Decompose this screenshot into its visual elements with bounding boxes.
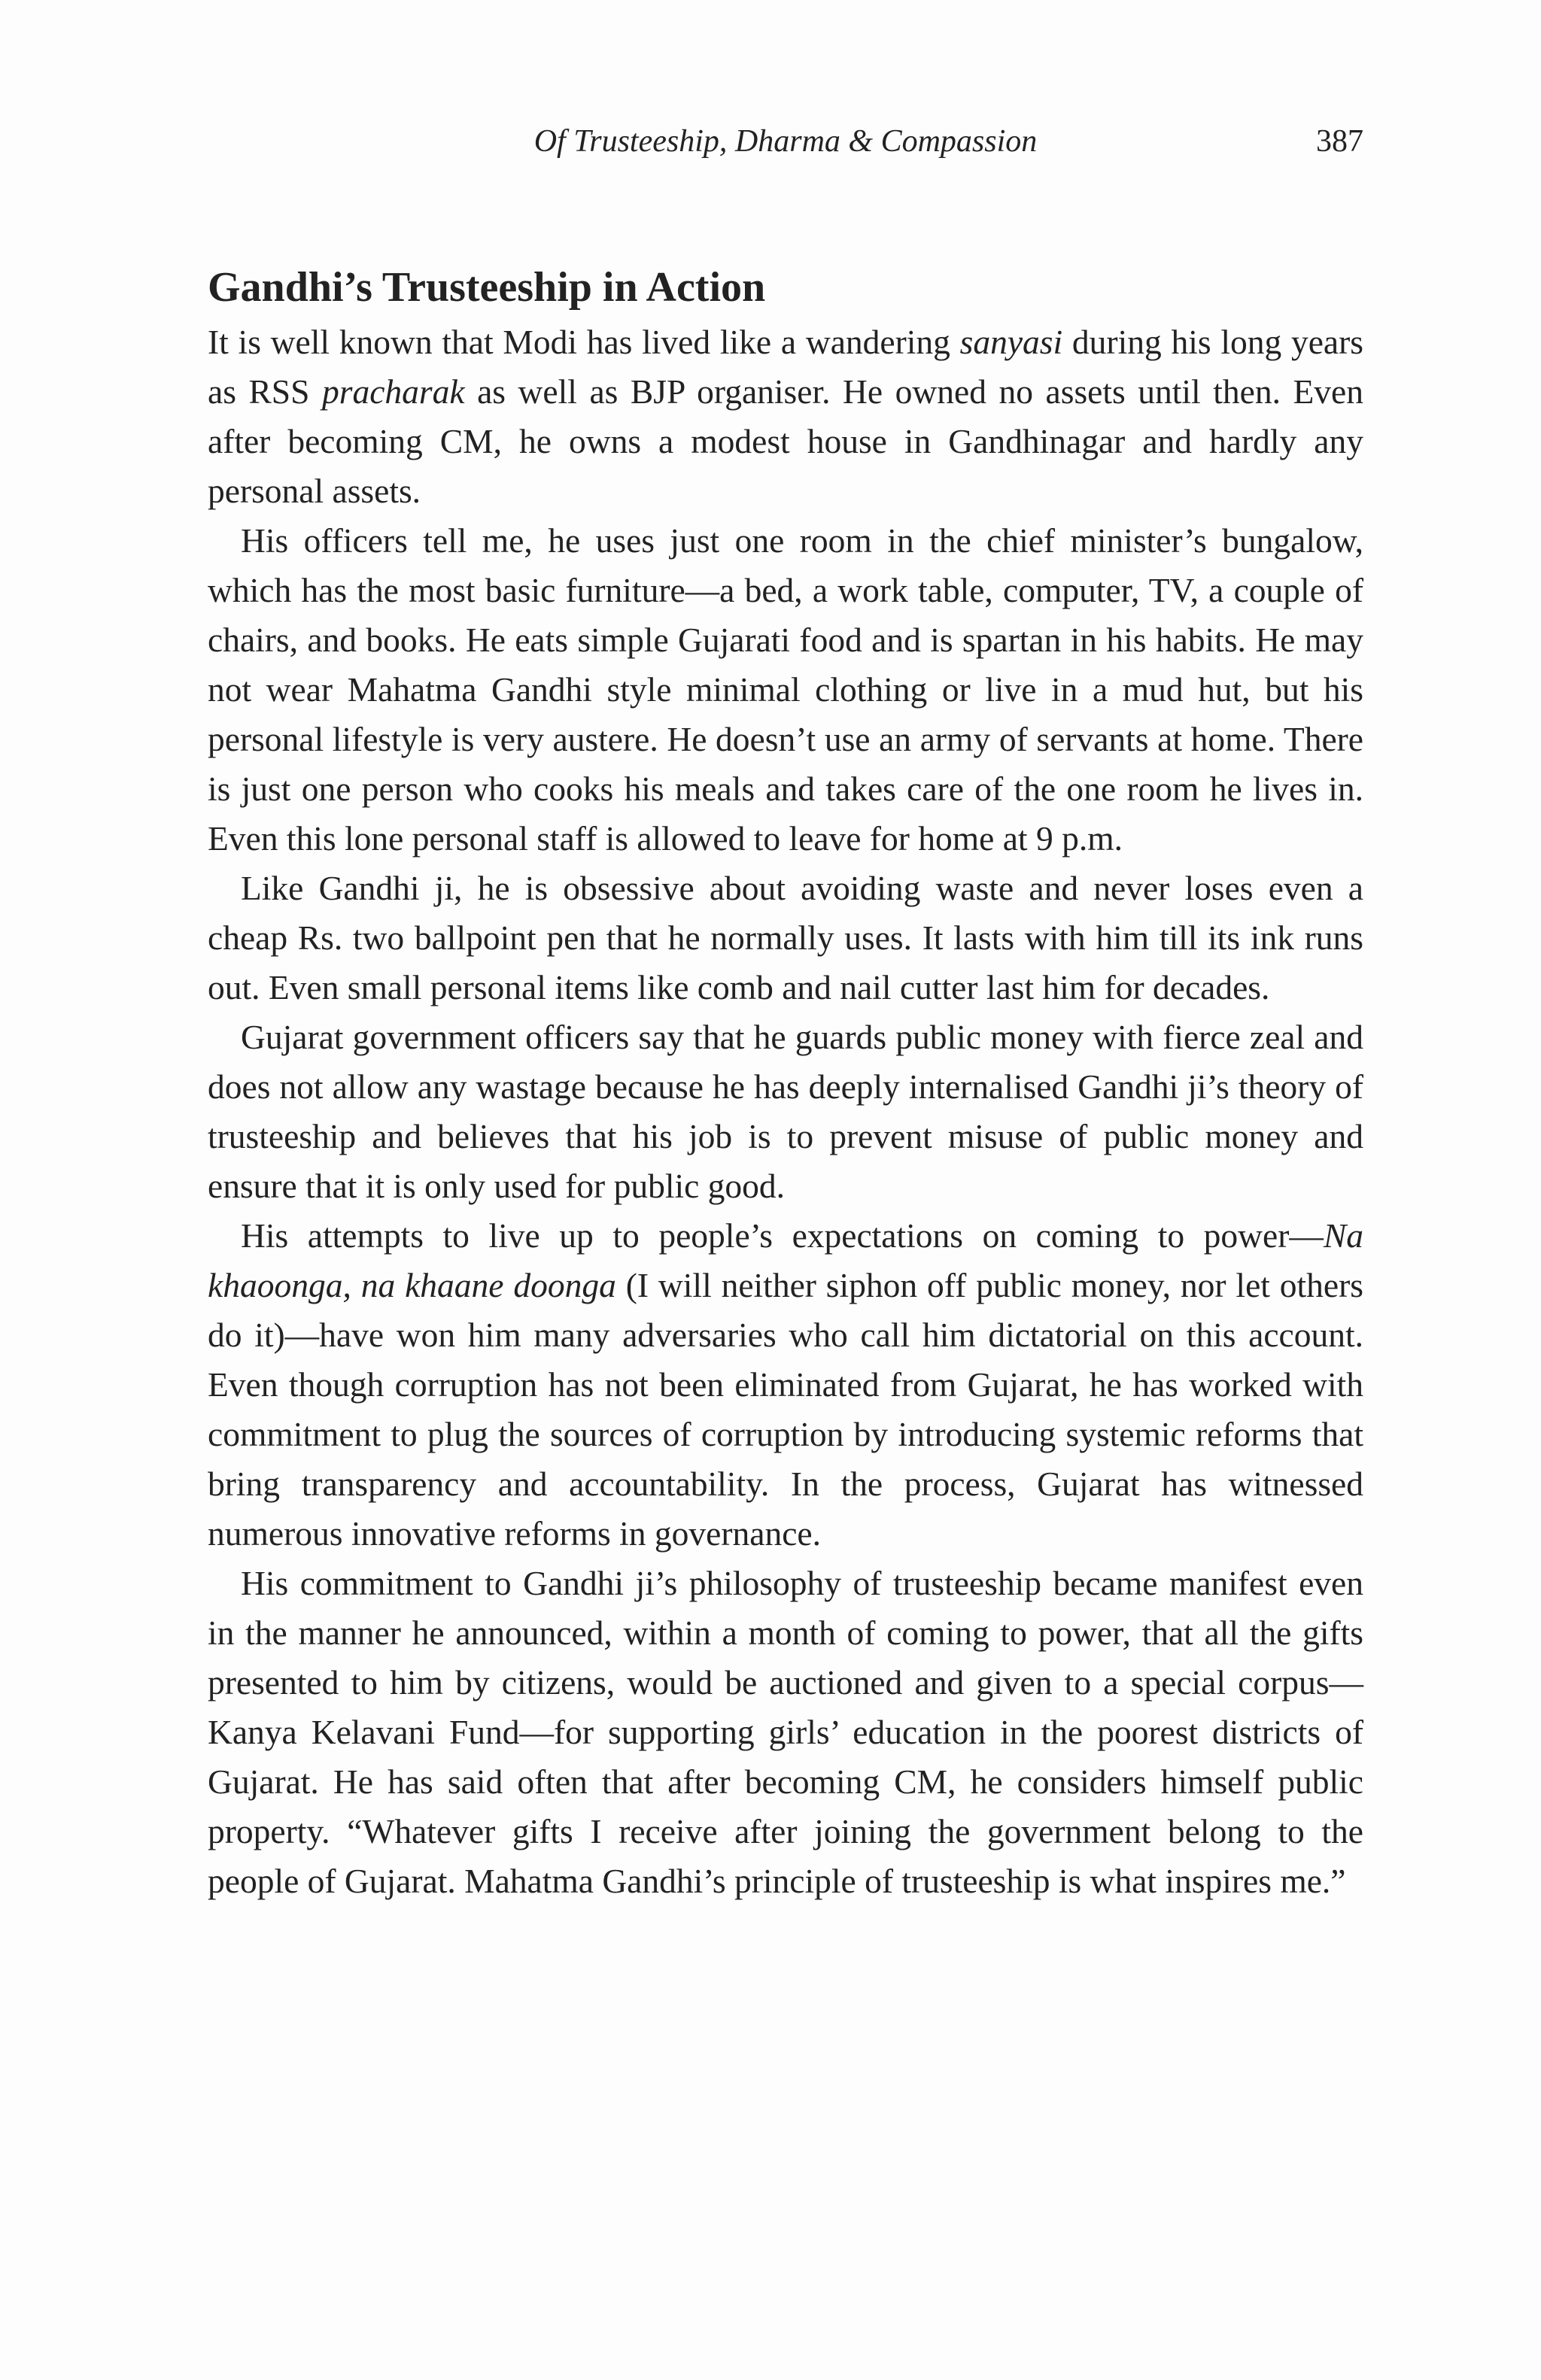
paragraph-1-italic-pracharak: pracharak [321,372,465,411]
paragraph-5-text-c: (I will neither siphon off public money, nor let others do it)—have won him many adversaries who call him dictatorial on this account. Even though corruption has not been eliminated from Gujarat, he has worked with commitment to plug the sources of corruption by introducing systemic reforms that bring transparency and accountability. In the process, Gujarat has witnessed numerous innovative reforms in governance. [208,1266,1363,1553]
paragraph-6: His commitment to Gandhi ji’s philosophy of trusteeship became manifest even in the manner he announced, within a month of coming to power, that all the gifts presented to him by citizens, would be auctioned and given to a special corpus—Kanya Kelavani Fund—for supporting girls’ education in the poorest districts of Gujarat. He has said often that after becoming CM, he considers himself public property. “Whatever gifts I receive after joining the government belong to the people of Gujarat. Mahatma Gandhi’s principle of trusteeship is what inspires me.” [208,1564,1363,1900]
paragraph-5 [208,1211,1363,1559]
page-number: 387 [1316,124,1363,159]
section-heading: Gandhi’s Trusteeship in Action [208,264,766,311]
paragraph-4: Gujarat government officers say that he guards public money with fierce zeal and does not allow any wastage because he has deeply internalised Gandhi ji’s theory of trusteeship and believes that his job is to prevent misuse of public money and ensure that it is only used for public good. [208,1018,1363,1205]
running-title: Of Trusteeship, Dharma & Compassion [533,124,1038,159]
paragraph-2: His officers tell me, he uses just one room in the chief minister’s bungalow, which has the most basic furniture—a bed, a work table, computer, TV, a couple of chairs, and books. He eats simple Gujarati food and is spartan in his habits. He may not wear Mahatma Gandhi style minimal clothing or live in a mud hut, but his personal lifestyle is very austere. He doesn’t use an army of servants at home. There is just one person who cooks his meals and takes care of the one room he lives in. Even this lone personal staff is allowed to leave for home at 9 p.m. [208,521,1363,858]
page-body [208,260,1363,1906]
paragraph-1-italic-sanyasi: sanyasi [959,323,1063,361]
running-head [208,119,1363,164]
paragraph-1 [208,317,1363,516]
paragraph-1-text-c: during his long years as RSS [208,323,1363,411]
paragraph-1-text-a: It is well known that Modi has lived like a wandering [208,323,960,361]
paragraph-5-italic-quote: Na khaoonga, na khaane doonga [208,1216,1363,1304]
paragraph-5-text-a: His attempts to live up to people’s expectations on coming to power— [241,1216,1324,1255]
paragraph-1-text-e: as well as BJP organiser. He owned no assets until then. Even after becoming CM, he owns a modest house in Gandhinagar and hardly any personal assets. [208,372,1363,510]
paragraph-3: Like Gandhi ji, he is obsessive about avoiding waste and never loses even a cheap Rs. two ballpoint pen that he normally uses. It lasts with him till its ink runs out. Even small personal items like comb and nail cutter last him for decades. [208,869,1363,1006]
